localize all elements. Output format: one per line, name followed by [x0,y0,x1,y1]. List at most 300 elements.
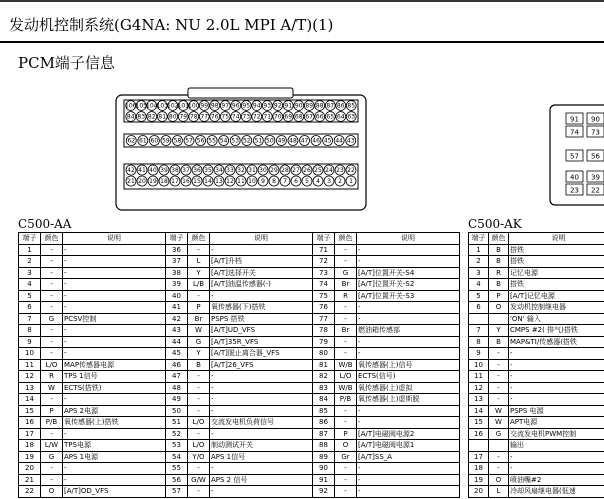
connector-pin-label: 18 [160,178,168,186]
connector-pin-label: 56 [591,152,600,161]
connector-pin-label: 57 [570,152,579,161]
cell-color: B [489,279,509,291]
cell-color: O [41,486,63,498]
connector-pin-label: 19 [149,178,157,186]
cell-terminal: 83 [313,382,335,394]
cell-terminal: 7 [19,313,41,325]
header-description: 说明 [210,233,313,245]
cell-color: - [489,463,509,475]
cell-description: 制动测试开关 [210,440,313,452]
cell-terminal: 78 [313,325,335,337]
cell-terminal: 13 [469,394,489,406]
connector-pin-label: 57 [185,137,193,145]
connector-pin-label: 47 [300,137,309,145]
cell-description: - [210,486,313,498]
cell-description: - [357,474,460,486]
cell-description: - [210,382,313,394]
cell-terminal: 4 [19,279,41,291]
connector-pin-label: 3 [327,178,331,186]
cell-color: P [41,405,63,417]
cell-description: - [357,405,460,417]
cell-terminal: 5 [469,290,489,302]
connector-pin-label: 32 [237,167,245,175]
cell-description: [A/T]脱止离合器_VFS [210,348,313,360]
cell-terminal: 20 [19,463,41,475]
cell-terminal: 49 [166,394,188,406]
table-row [19,405,460,417]
cell-terminal: 3 [19,267,41,279]
cell-terminal: 57 [166,486,188,498]
cell-description: [A/T]UD_VFS [210,325,313,337]
cell-terminal: 76 [313,302,335,314]
cell-color: G [489,428,509,440]
cell-description: - [63,256,166,268]
connector-pin-label: 11 [237,178,245,186]
cell-terminal: 89 [313,451,335,463]
header-description: 说明 [63,233,166,245]
cell-description: - [357,348,460,360]
header-description: 说明 [509,233,604,245]
connector-pin-label: 58 [173,137,182,145]
table-row [19,440,460,452]
cell-terminal: 38 [166,267,188,279]
cell-description: - [357,256,460,268]
cell-color: - [41,302,63,314]
connector-pin-label: 79 [179,113,188,121]
connector-pin-label: 84 [126,113,135,121]
cell-color: Br [335,325,357,337]
connector-pin-label: 64 [336,113,345,121]
table-row [469,417,604,429]
connector-pin-label: 77 [200,113,209,121]
cell-color: - [489,394,509,406]
connector-pin-label: 97 [221,102,230,110]
table-row [469,244,604,256]
cell-color: - [489,371,509,383]
cell-terminal: 87 [313,428,335,440]
header-color: 颜色 [489,233,509,245]
table-row [469,279,604,291]
cell-terminal: 14 [469,405,489,417]
cell-color: - [335,463,357,475]
connector-pin-label: 39 [160,167,168,175]
cell-terminal: 2 [19,256,41,268]
connector-pin-label: 17 [171,178,179,186]
cell-terminal: 46 [166,359,188,371]
cell-description: TPS 1信号 [63,371,166,383]
cell-description: 'ON' 输入 [509,313,604,325]
cell-color: - [41,325,63,337]
cell-terminal: 82 [313,371,335,383]
connector-pin-label: 100 [188,102,200,110]
cell-color: Br [188,313,210,325]
cell-terminal: 77 [313,313,335,325]
header-color: 颜色 [41,233,63,245]
connector-pin-label: 83 [137,113,146,121]
connector-pin-label: 59 [162,137,170,145]
cell-terminal: 6 [469,302,489,314]
cell-terminal: 91 [313,474,335,486]
table-row [469,267,604,279]
table-row [469,440,604,452]
connector-pin-label: 96 [231,102,240,110]
connector-pin-label: 29 [270,167,278,175]
connector-pin-label: 14 [204,178,212,186]
cell-terminal: 41 [166,302,188,314]
table-row [19,428,460,440]
cell-terminal: 15 [19,405,41,417]
table-row [469,336,604,348]
connector-pin-label: 6 [294,178,298,186]
table-row [19,256,460,268]
table-row [19,451,460,463]
cell-color: - [489,451,509,463]
cell-description: - [63,336,166,348]
cell-color: - [188,371,210,383]
table-row [469,348,604,360]
cell-terminal: 90 [313,463,335,475]
cell-color [489,440,509,452]
cell-color: R [489,267,509,279]
cell-color: - [335,486,357,498]
connector-pin-label: 39 [591,173,600,182]
cell-color: W/B [335,382,357,394]
cell-color: Y [188,267,210,279]
cell-terminal: 71 [313,244,335,256]
cell-description: - [210,244,313,256]
cell-color: - [489,348,509,360]
cell-color: G [41,313,63,325]
table-row [469,463,604,475]
cell-description: [A/T]选择开关 [210,267,313,279]
connector-pin-label: 48 [289,137,297,145]
connector-pin-label: 56 [196,137,205,145]
cell-color: - [41,279,63,291]
connector-pin-label: 91 [284,102,293,110]
cell-terminal [469,313,489,325]
connector-aa-name: C500-AA [18,217,72,231]
cell-color: - [335,348,357,360]
cell-description: [A/T]OD_VFS [63,486,166,498]
header-color: 颜色 [335,233,357,245]
connector-pin-label: 106 [125,102,137,110]
cell-description: - [63,302,166,314]
connector-pin-label: 23 [570,186,579,195]
connector-pin-label: 54 [219,137,228,145]
cell-description: [A/T]油温传感器(-) [210,279,313,291]
cell-color: R [335,290,357,302]
connector-pin-label: 1 [349,178,353,186]
connector-pin-label: 75 [221,113,230,121]
cell-color: - [41,463,63,475]
cell-color: - [188,405,210,417]
table-row [19,486,460,498]
connector-pin-label: 87 [326,102,335,110]
connector-pin-label: 55 [208,137,216,145]
cell-description: - [357,336,460,348]
cell-description: - [357,463,460,475]
table-row [19,348,460,360]
connector-pin-label: 10 [248,178,256,186]
cell-terminal: 80 [313,348,335,360]
cell-description: - [210,405,313,417]
table-row [469,474,604,486]
connector-pin-label: 74 [570,128,579,137]
cell-description: - [357,313,460,325]
page-title: 发动机控制系统(G4NA: NU 2.0L MPI A/T)(1) [9,16,334,34]
connector-pin-label: 99 [200,102,209,110]
cell-terminal: 42 [166,313,188,325]
table-row [19,371,460,383]
connector-pin-label: 68 [294,113,303,121]
cell-color [489,313,509,325]
cell-color: B [188,359,210,371]
cell-terminal: 14 [19,394,41,406]
cell-description: - [63,244,166,256]
cell-color: - [335,405,357,417]
cell-color: - [489,382,509,394]
cell-description: MAP传感器电源 [63,359,166,371]
connector-pin-label: 27 [292,167,300,175]
cell-description: - [210,290,313,302]
cell-description: [A/T]记忆电源 [509,290,604,302]
cell-terminal: 19 [469,474,489,486]
cell-description: PSPS 搭铁 [210,313,313,325]
table-row [469,302,604,314]
connector-pin-label: 20 [138,178,146,186]
cell-terminal: 86 [313,417,335,429]
connector-pin-label: 43 [346,137,355,145]
cell-terminal: 56 [166,474,188,486]
cell-description: [A/T]位置开关-S3 [357,290,460,302]
cell-description: - [357,244,460,256]
connector-pin-label: 7 [283,178,287,186]
cell-terminal: 40 [166,290,188,302]
cell-terminal: 22 [19,486,41,498]
cell-color: - [188,463,210,475]
connector-pin-label: 28 [281,167,289,175]
cell-terminal: 81 [313,359,335,371]
cell-description: APS 2电源 [63,405,166,417]
cell-color: - [188,486,210,498]
table-row [469,428,604,440]
cell-terminal: 88 [313,440,335,452]
table-row [19,267,460,279]
cell-description: - [63,428,166,440]
table-row [469,359,604,371]
cell-description: 氧传感器(上)搭铁 [63,417,166,429]
cell-description: - [509,348,604,360]
cell-description: - [63,290,166,302]
cell-description: - [63,394,166,406]
connector-pin-label: 22 [347,167,355,175]
header-description: 说明 [357,233,460,245]
table-row [469,394,604,406]
cell-description: PCSV控制 [63,313,166,325]
connector-pin-label: 35 [204,167,212,175]
cell-terminal: 16 [469,428,489,440]
table-row [19,336,460,348]
cell-description: - [210,394,313,406]
header-color: 颜色 [188,233,210,245]
table-header-row [469,233,604,245]
table-row [19,463,460,475]
connector-diagram [0,0,604,215]
connector-pin-label: 76 [210,113,219,121]
connector-pin-label: 30 [259,167,267,175]
connector-pin-label: 95 [242,102,251,110]
table-row [469,313,604,325]
connector-pin-label: 74 [231,113,240,121]
connector-pin-label: 13 [215,178,223,186]
cell-color: G [188,336,210,348]
connector-pin-label: 15 [193,178,201,186]
table-row [469,451,604,463]
cell-color: B [489,256,509,268]
connector-ak-name: C500-AK [468,217,522,231]
connector-pin-label: 103 [156,102,168,110]
connector-pin-label: 60 [150,137,159,145]
cell-color: Br [335,279,357,291]
cell-color: B [489,336,509,348]
connector-pin-label: 61 [139,137,147,145]
cell-color: - [41,474,63,486]
cell-color: O [489,302,509,314]
cell-description: 搭铁 [509,244,604,256]
cell-color: G [41,451,63,463]
connector-pin-label: 82 [147,113,156,121]
cell-description: [A/T]电磁阀电源2 [357,428,460,440]
cell-description: 氧传感器(下)搭铁 [210,302,313,314]
cell-description: - [210,371,313,383]
table-row [19,359,460,371]
cell-terminal: 44 [166,336,188,348]
cell-terminal: 17 [19,428,41,440]
cell-description: 搭铁 [509,256,604,268]
cell-description: [A/T]35R_VFS [210,336,313,348]
cell-terminal: 17 [469,451,489,463]
cell-terminal: 5 [19,290,41,302]
cell-terminal: 9 [469,348,489,360]
connector-pin-label: 41 [138,167,146,175]
connector-pin-label: 66 [315,113,324,121]
table-row [19,474,460,486]
cell-description: - [357,417,460,429]
connector-pin-label: 2 [338,178,342,186]
cell-description: [A/T]26_VFS [210,359,313,371]
cell-description: - [509,371,604,383]
cell-description: APT电源 [509,417,604,429]
header-terminal: 端子 [469,233,489,245]
header-terminal: 端子 [166,233,188,245]
connector-pin-label: 71 [263,113,272,121]
cell-description: ECTS(信号) [357,371,460,383]
table-row [469,325,604,337]
table-row [19,417,460,429]
connector-pin-label: 90 [294,102,303,110]
cell-terminal: 6 [19,302,41,314]
cell-color: B [489,244,509,256]
connector-pin-label: 52 [242,137,251,145]
connector-pin-label: 31 [248,167,256,175]
connector-pin-label: 69 [284,113,293,121]
cell-color: L/W [41,440,63,452]
cell-description: [A/T]SS_A [357,451,460,463]
cell-color: L/O [188,440,210,452]
connector-pin-label: 40 [570,173,579,182]
connector-pin-label: 89 [305,102,314,110]
connector-pin-label: 53 [231,137,240,145]
cell-color: P [188,302,210,314]
cell-color: W [489,405,509,417]
cell-color: Gr [335,451,357,463]
cell-terminal: 92 [313,486,335,498]
cell-color: P [489,290,509,302]
cell-description: 交流发电机负荷信号 [210,417,313,429]
connector-pin-label: 88 [315,102,324,110]
cell-color: P [335,428,357,440]
connector-pin-label: 4 [316,178,320,186]
cell-color: - [188,428,210,440]
cell-description: - [509,451,604,463]
pcm-terminal-table-aa [18,232,460,498]
cell-terminal: 37 [166,256,188,268]
connector-pin-label: 92 [273,102,282,110]
cell-color: - [188,382,210,394]
connector-pin-label: 33 [226,167,234,175]
cell-color: - [41,394,63,406]
cell-description: 氧传感器(上)虚斯脱 [357,394,460,406]
cell-description: 氧传感器(上)信号 [357,359,460,371]
cell-color: Y [489,325,509,337]
connector-pin-label: 85 [347,102,356,110]
connector-pin-label: 78 [189,113,198,121]
cell-color: W [489,417,509,429]
cell-color: L [188,256,210,268]
cell-description: 喷油嘴#2 [509,474,604,486]
cell-description: [A/T]位置开关-S4 [357,267,460,279]
cell-color: R [41,371,63,383]
connector-pin-label: 101 [177,102,189,110]
cell-color: - [41,244,63,256]
cell-terminal: 19 [19,451,41,463]
cell-terminal: 8 [469,336,489,348]
header-terminal: 端子 [19,233,41,245]
connector-pin-label: 65 [326,113,335,121]
cell-color: - [489,359,509,371]
cell-color: Y/O [188,451,210,463]
cell-color: W/B [335,359,357,371]
cell-terminal: 18 [19,440,41,452]
connector-pin-label: 21 [127,178,135,186]
cell-terminal: 3 [469,267,489,279]
cell-description: MAP&TI/传感器(搭铁 [509,336,604,348]
cell-terminal: 2 [469,256,489,268]
cell-color: O [489,474,509,486]
cell-terminal: 12 [469,382,489,394]
connector-pin-label: 44 [335,137,343,145]
connector-aa-latch [188,88,293,98]
cell-terminal: 74 [313,279,335,291]
cell-description: - [509,394,604,406]
pcm-terminal-table-ak [468,232,604,498]
connector-pin-label: 16 [182,178,190,186]
cell-description: [A/T]升档 [210,256,313,268]
cell-color: - [188,394,210,406]
cell-terminal: 51 [166,417,188,429]
cell-terminal: 85 [313,405,335,417]
cell-terminal: 72 [313,256,335,268]
